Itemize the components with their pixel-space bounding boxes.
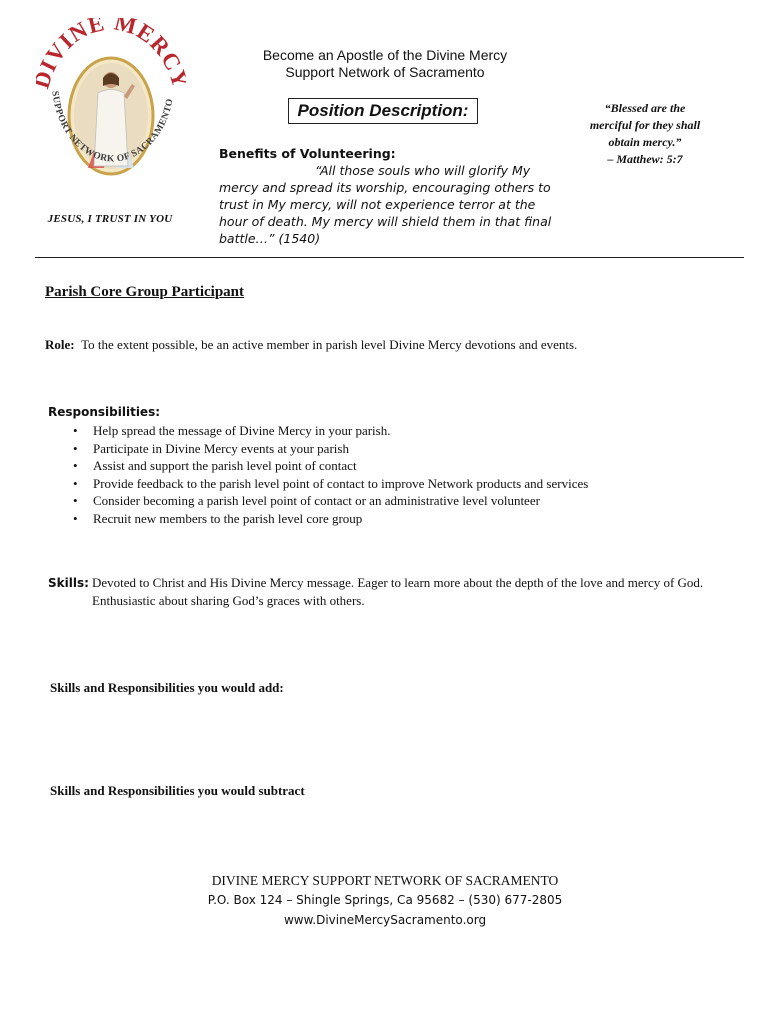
list-item: • Provide feedback to the parish level point of contact to improve Network products and services bbox=[93, 475, 588, 493]
footer-organization: DIVINE MERCY SUPPORT NETWORK OF SACRAMENTO bbox=[211, 873, 559, 888]
role-text: To the extent possible, be an active member in parish level Divine Mercy devotions and events. bbox=[81, 337, 578, 352]
header-line-1: Become an Apostle of the Divine Mercy bbox=[262, 47, 508, 63]
logo-arc-bottom-text: SUPPORT NETWORK OF SACRAMENTO bbox=[49, 90, 176, 165]
responsibilities-label: Responsibilities: bbox=[48, 405, 161, 419]
logo-arc-top-text: IVINE MERC bbox=[36, 18, 186, 76]
role-label: Role: bbox=[45, 337, 75, 352]
skills-subtract-label: Skills and Responsibilities you would subtract bbox=[50, 783, 305, 798]
list-item: • Consider becoming a parish level point of contact or an administrative level volunteer bbox=[93, 492, 588, 510]
verse-line-4: – Matthew: 5:7 bbox=[607, 152, 683, 166]
role-section bbox=[45, 337, 577, 353]
footer-address: P.O. Box 124 – Shingle Springs, Ca 95682 – (530) 677-2805 bbox=[207, 893, 563, 907]
verse-line-2: merciful for they shall bbox=[589, 118, 701, 132]
list-item: • Participate in Divine Mercy events at your parish bbox=[93, 440, 588, 458]
benefits-quote: “All those souls who will glorify My mercy and spread its worship, encouraging others to trust in My mercy, will not experience terror at the hour of death. My mercy will shield them in that final battle…” (1540) bbox=[219, 163, 552, 246]
position-description-box: Position Description: bbox=[288, 98, 478, 124]
list-item: • Help spread the message of Divine Mercy in your parish. bbox=[93, 422, 588, 440]
header-divider bbox=[35, 257, 744, 258]
bible-verse bbox=[580, 100, 710, 168]
verse-line-3: obtain mercy.” bbox=[608, 135, 682, 149]
list-item: • Assist and support the parish level point of contact bbox=[93, 457, 588, 475]
logo-caption: JESUS, I TRUST IN YOU bbox=[47, 213, 173, 225]
position-title: Parish Core Group Participant bbox=[45, 284, 245, 300]
list-item: • Recruit new members to the parish level core group bbox=[93, 510, 588, 528]
verse-line-1: “Blessed are the bbox=[604, 101, 686, 115]
header-line-2: Support Network of Sacramento bbox=[285, 64, 485, 80]
benefits-label: Benefits of Volunteering: bbox=[219, 146, 396, 161]
logo-emblem bbox=[36, 18, 186, 213]
skills-label: Skills: bbox=[48, 576, 89, 590]
skills-text: Devoted to Christ and His Divine Mercy message. Eager to learn more about the depth of the love and mercy of God. Enthusiastic about sharing God’s graces with others. bbox=[92, 575, 704, 608]
divine-mercy-logo bbox=[36, 18, 186, 213]
footer-website-link[interactable]: www.DivineMercySacramento.org bbox=[283, 913, 487, 927]
responsibilities-list bbox=[55, 422, 588, 527]
skills-add-label: Skills and Responsibilities you would add: bbox=[50, 680, 284, 695]
